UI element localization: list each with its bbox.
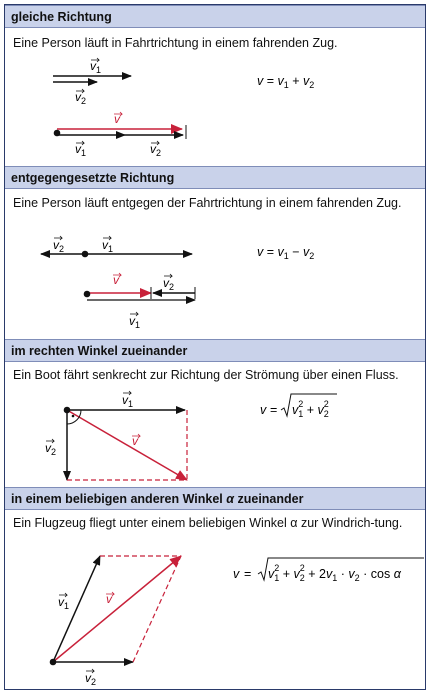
diagram-opposite-direction	[5, 165, 425, 340]
svg-text:v: v	[132, 434, 138, 448]
label-v: v	[114, 112, 120, 126]
section-description: Ein Boot fährt senkrecht zur Richtung der Strömung über einen Fluss.	[13, 368, 399, 382]
svg-text:v2: $v_2$	[53, 238, 65, 254]
section-title-suffix: zueinander	[237, 492, 304, 506]
section-title: entgegengesetzte Richtung	[11, 171, 175, 185]
svg-text:v: v	[233, 567, 240, 581]
svg-text:v2: $v_2$	[85, 671, 97, 687]
svg-text:v12 + v22: $v_12 + v_22$	[292, 399, 329, 419]
svg-text:v: v	[113, 273, 119, 287]
section-title: im rechten Winkel zueinander	[11, 344, 188, 358]
label-v2: $v_2$	[75, 90, 87, 106]
vector-v1	[53, 556, 100, 662]
svg-text:v2: $v_2$	[163, 276, 175, 292]
section-description: Eine Person läuft in Fahrtrichtung in einem fahrenden Zug.	[13, 36, 338, 50]
vector-v-result	[53, 556, 181, 662]
diagram-arbitrary-angle	[5, 486, 425, 691]
svg-text:v2: $v_2$	[150, 142, 162, 158]
physics-vector-addition-table	[4, 4, 426, 690]
formula-arbitrary-angle	[233, 558, 424, 583]
svg-text:v1: $v_1$	[58, 595, 70, 611]
formula-same-direction: $v = v_1 + v_2$	[257, 74, 315, 90]
vector-v-result	[67, 410, 187, 480]
alpha-symbol: α	[226, 492, 234, 506]
section-title: gleiche Richtung	[11, 10, 112, 24]
formula-right-angle	[260, 394, 337, 419]
svg-text:v12 + v22 + 2v1 · v2 · cos α: $v_12 + v_22 + 2v_1 \cdot v_2 \cdot \cos \alpha$	[268, 563, 401, 583]
section-description: Ein Flugzeug fliegt unter einem beliebigen Winkel α zur Windrich-tung.	[13, 516, 403, 530]
section-description: Eine Person läuft entgegen der Fahrtrichtung in einem fahrenden Zug.	[13, 196, 402, 210]
svg-text:v1: $v_1$	[102, 238, 114, 254]
svg-text:=: =	[270, 403, 278, 417]
svg-text:v2: $v_2$	[45, 441, 57, 457]
formula-opposite-direction: $v = v_1 - v_2$	[257, 245, 315, 261]
origin-point	[54, 130, 61, 137]
svg-text:v: v	[260, 403, 267, 417]
svg-text:v: v	[106, 592, 112, 606]
svg-text:=: =	[244, 567, 252, 581]
diagram-right-angle	[5, 338, 425, 488]
diagram-same-direction	[5, 5, 425, 165]
svg-text:v1: $v_1$	[122, 393, 134, 409]
svg-text:v1: $v_1$	[129, 314, 141, 330]
svg-text:v1: $v_1$	[75, 142, 87, 158]
section-title-prefix: in einem beliebigen anderen Winkel	[11, 492, 223, 506]
label-v1: $v_1$	[90, 59, 102, 75]
